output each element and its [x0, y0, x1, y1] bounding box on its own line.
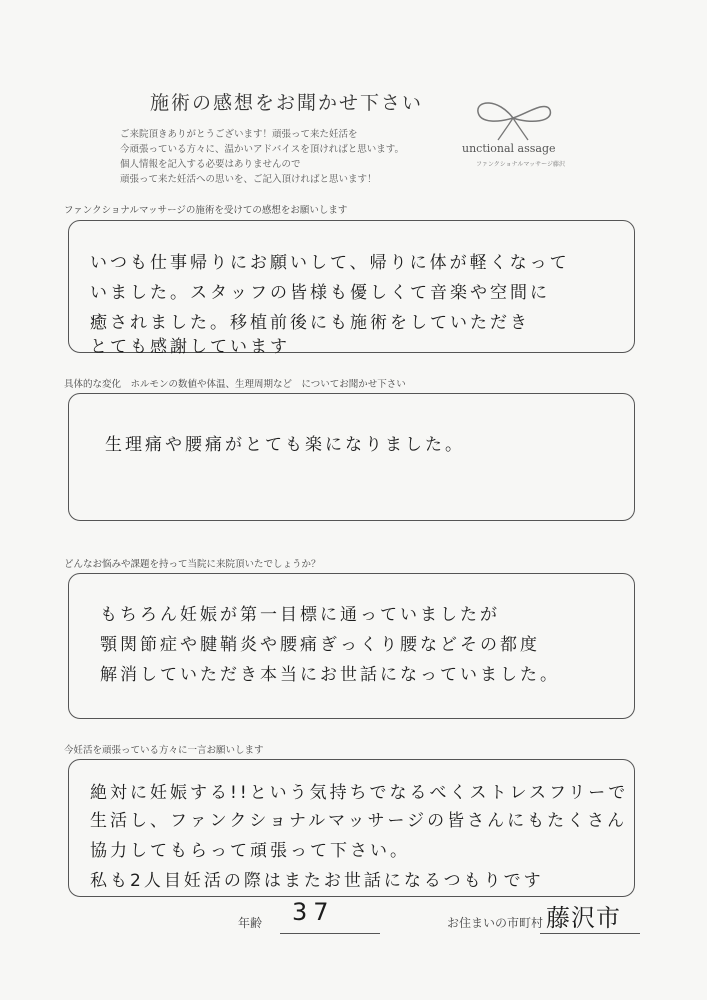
logo-subtext: ファンクショナルマッサージ藤沢: [476, 161, 565, 168]
answer-line: もちろん妊娠が第一目標に通っていましたが: [100, 605, 500, 625]
question-label-4: 今妊活を頑張っている方々に一言お願いします: [64, 745, 264, 756]
logo-text: unctional assage: [462, 142, 556, 155]
answer-line: 私も2人目妊活の際はまたお世話になるつもりです: [90, 871, 544, 891]
intro-line: 今頑張っている方々に、温かいアドバイスを頂ければと思います。: [120, 144, 404, 155]
answer-line: 生理痛や腰痛がとても楽になりました。: [105, 435, 465, 455]
logo: [462, 96, 582, 176]
city-label: お住まいの市町村: [447, 916, 544, 930]
intro-line: 個人情報を記入する必要はありませんので: [120, 159, 301, 170]
age-label: 年齢: [238, 916, 263, 930]
answer-line: とても感謝しています: [90, 337, 290, 357]
city-value: 藤沢市: [546, 904, 621, 932]
intro-text: [120, 127, 460, 187]
answer-line: 協力してもらって頑張って下さい。: [90, 841, 410, 861]
answer-line: 顎関節症や腱鞘炎や腰痛ぎっくり腰などその都度: [100, 635, 540, 655]
question-label-3: どんなお悩みや課題を持って当院に来院頂いたでしょうか？: [64, 559, 321, 570]
answer-line: 癒されました。移植前後にも施術をしていただき: [90, 313, 530, 333]
question-label-1: ファンクショナルマッサージの施術を受けての感想をお願いします: [64, 205, 348, 216]
answer-line: 解消していただき本当にお世話になっていました。: [100, 665, 560, 685]
question-label-2: 具体的な変化 ホルモンの数値や体温、生理周期など についてお聞かせ下さい: [64, 379, 406, 390]
age-value: 37: [292, 898, 335, 926]
page-title: 施術の感想をお聞かせ下さい: [150, 92, 424, 114]
answer-line: 絶対に妊娠する!!という気持ちでなるべくストレスフリーで: [90, 783, 629, 803]
intro-line: 頑張って来た妊活への思いを、ご記入頂ければと思います！: [120, 174, 377, 185]
answer-line: 生活し、ファンクショナルマッサージの皆さんにもたくさん: [90, 811, 628, 831]
answer-line: いつも仕事帰りにお願いして、帰りに体が軽くなって: [90, 253, 570, 273]
answer-line: いました。スタッフの皆様も優しくて音楽や空間に: [90, 283, 550, 303]
age-underline: [280, 933, 380, 934]
answer-box-2: [68, 393, 635, 521]
ribbon-logo-icon: [468, 96, 558, 142]
city-underline: [540, 933, 640, 934]
intro-line: ご来院頂きありがとうございます！頑張って来た妊活を: [120, 129, 358, 140]
